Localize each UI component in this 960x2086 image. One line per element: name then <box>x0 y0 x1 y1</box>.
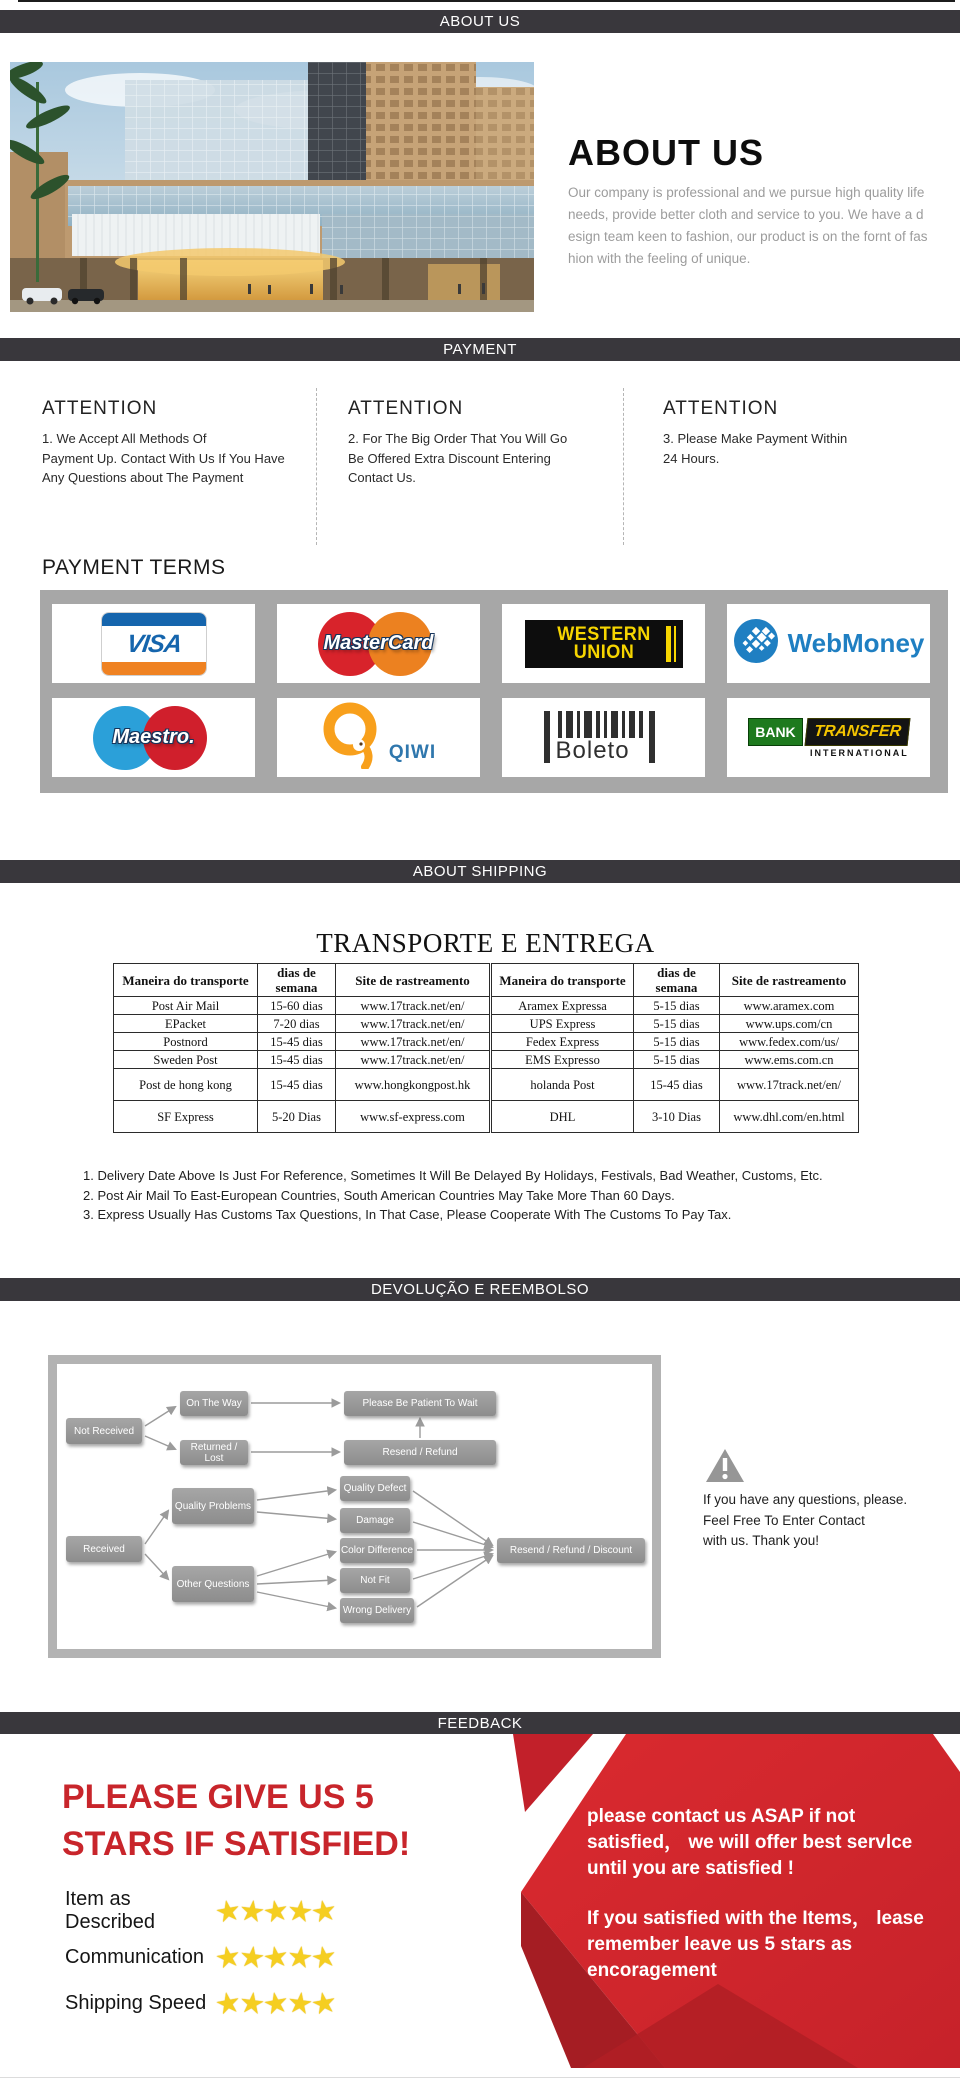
column-header: Site de rastreamento <box>720 964 859 997</box>
attention-heading: ATTENTION <box>42 398 158 419</box>
western-union-logo <box>525 620 683 668</box>
visa-wordmark: VISA <box>124 629 183 657</box>
payment-card-qiwi <box>277 698 480 777</box>
section-bar-title: DEVOLUÇÃO E REEMBOLSO <box>370 1281 590 1298</box>
cell: www.fedex.com/us/ <box>720 1033 859 1051</box>
dashed-separator <box>316 388 317 545</box>
flow-node-other-questions: Other Questions <box>172 1566 254 1602</box>
star-icon: ★ <box>237 1940 267 1975</box>
section-bar-about-us <box>0 10 960 33</box>
cell: 15-45 dias <box>258 1051 336 1069</box>
boleto-logo <box>542 709 666 767</box>
top-divider <box>18 0 955 2</box>
shipping-table-title: TRANSPORTE E ENTREGA <box>316 928 655 958</box>
attention-heading: ATTENTION <box>348 398 464 419</box>
cell: Sweden Post <box>114 1051 258 1069</box>
table-header-row <box>114 964 859 997</box>
red-text-line: If you satisfied with the Items， lease <box>587 1908 924 1929</box>
cell: 15-60 dias <box>258 997 336 1015</box>
attention-column-2 <box>348 398 628 488</box>
help-line: with us. Thank you! <box>703 1533 820 1548</box>
attention-line: Be Offered Extra Discount Entering <box>348 450 551 466</box>
cell: www.17track.net/en/ <box>720 1069 859 1101</box>
cell: 5-15 dias <box>634 1051 720 1069</box>
paragraph-line: needs, provide better cloth and service to you. We have a d <box>568 207 924 222</box>
maestro-logo <box>79 705 229 771</box>
visa-logo <box>101 612 207 676</box>
red-text-line: please contact us ASAP if not <box>587 1806 856 1827</box>
flow-node-returned-lost: Returned / Lost <box>180 1440 248 1465</box>
rating-row-item-as-described <box>65 1888 485 1933</box>
cell: www.hongkongpost.hk <box>336 1069 491 1101</box>
cell: www.ems.com.cn <box>720 1051 859 1069</box>
flow-node-wrong-delivery: Wrong Delivery <box>340 1598 414 1623</box>
feedback-headline <box>62 1774 410 1868</box>
headline-line: STARS IF SATISFIED! <box>62 1825 411 1863</box>
payment-card-boleto <box>502 698 705 777</box>
shipping-table <box>113 963 859 1133</box>
western-union-bars <box>666 626 676 662</box>
western-union-line1: WESTERN <box>556 623 651 645</box>
cell: 3-10 Dias <box>634 1101 720 1133</box>
red-text-line: until you are satisfied ! <box>587 1858 794 1879</box>
attention-line: 3. Please Make Payment Within <box>663 431 848 446</box>
payment-card-bank-transfer <box>727 698 930 777</box>
payment-card-visa <box>52 604 255 683</box>
rating-label: Item as Described <box>65 1888 156 1933</box>
five-star-rating <box>212 1893 340 1930</box>
webmoney-wordmark: WebMoney <box>787 628 925 658</box>
qiwi-wordmark: QIWI <box>388 742 437 763</box>
help-line: Feel Free To Enter Contact <box>703 1512 865 1528</box>
attention-line: 2. For The Big Order That You Will Go <box>348 431 568 446</box>
visa-blue-band <box>102 613 206 626</box>
western-union-line2: UNION <box>573 641 634 663</box>
column-header: dias de semana <box>634 964 720 997</box>
paragraph-line: esign team keen to fashion, our product is on the fornt of fas <box>568 229 928 244</box>
payment-card-maestro <box>52 698 255 777</box>
cell: Aramex Expressa <box>491 997 634 1015</box>
about-us-paragraph <box>568 182 960 270</box>
column-header: dias de semana <box>258 964 336 997</box>
section-bar-title: FEEDBACK <box>437 1714 523 1732</box>
feedback-right-text-1 <box>587 1804 912 1882</box>
cell: 5-15 dias <box>634 1033 720 1051</box>
cell: 7-20 dias <box>258 1015 336 1033</box>
five-star-rating <box>212 1939 340 1976</box>
cell: Postnord <box>114 1033 258 1051</box>
shipping-notes <box>83 1166 823 1225</box>
rating-label: Communication <box>65 1945 204 1968</box>
bank-transfer-international: INTERNATIONAL <box>809 747 909 758</box>
visa-orange-band <box>102 662 206 675</box>
cell: 5-15 dias <box>634 997 720 1015</box>
rating-row-communication <box>65 1940 485 1974</box>
paragraph-line: Our company is professional and we pursue high quality life <box>568 185 925 200</box>
bank-transfer-bank: BANK <box>748 718 802 746</box>
cell: UPS Express <box>491 1015 634 1033</box>
webmoney-logo <box>733 618 925 669</box>
cell: 15-45 dias <box>258 1069 336 1101</box>
attention-column-3 <box>663 398 943 468</box>
flow-node-quality-problems: Quality Problems <box>172 1488 254 1524</box>
paragraph-line: hion with the feeling of unique. <box>568 251 751 266</box>
cell: DHL <box>491 1101 634 1133</box>
star-icon: ★ <box>260 1893 292 1930</box>
payment-methods-panel <box>40 590 948 793</box>
flow-node-quality-defect: Quality Defect <box>340 1476 410 1501</box>
cell: www.17track.net/en/ <box>336 1015 491 1033</box>
star-icon: ★ <box>308 1893 340 1930</box>
rating-label: Shipping Speed <box>65 1991 207 2014</box>
section-bar-title: PAYMENT <box>443 341 517 358</box>
star-icon: ★ <box>212 1893 244 1930</box>
attention-line: Contact Us. <box>348 470 416 485</box>
star-icon: ★ <box>237 1894 267 1929</box>
cell: SF Express <box>114 1101 258 1133</box>
flow-node-not-received: Not Received <box>66 1418 142 1444</box>
table-row <box>114 997 859 1015</box>
note-line: 3. Express Usually Has Customs Tax Questions, In That Case, Please Cooperate With The Customs To Pay Tax. <box>83 1207 732 1222</box>
cell: www.aramex.com <box>720 997 859 1015</box>
table-row <box>114 1051 859 1069</box>
star-icon: ★ <box>212 1985 244 2022</box>
mastercard-wordmark: MasterCard <box>323 631 434 654</box>
attention-heading: ATTENTION <box>663 398 779 419</box>
cell: EPacket <box>114 1015 258 1033</box>
flow-node-on-the-way: On The Way <box>180 1391 248 1416</box>
attention-line: 24 Hours. <box>663 450 720 466</box>
star-icon: ★ <box>260 1939 292 1976</box>
cell: 5-15 dias <box>634 1015 720 1033</box>
section-bar-about-shipping <box>0 860 960 883</box>
flow-node-resend-refund: Resend / Refund <box>344 1440 496 1465</box>
returns-flowchart <box>48 1355 661 1658</box>
cell: www.ups.com/cn <box>720 1015 859 1033</box>
note-line: 1. Delivery Date Above Is Just For Reference, Sometimes It Will Be Delayed By Holidays, Festivals, Bad Weather, Customs, Etc. <box>83 1168 823 1183</box>
about-us-heading: ABOUT US <box>568 132 764 173</box>
attention-line: Any Questions about The Payment <box>42 470 244 485</box>
dashed-separator <box>623 388 624 545</box>
star-icon: ★ <box>285 1940 315 1975</box>
company-building-photo <box>10 62 534 312</box>
mastercard-logo <box>304 611 454 677</box>
payment-card-webmoney <box>727 604 930 683</box>
payment-card-western-union <box>502 604 705 683</box>
red-text-line: encoragement <box>587 1960 717 1981</box>
red-text-line: remember leave us 5 stars as <box>587 1934 853 1955</box>
webmoney-globe-icon <box>733 618 779 669</box>
red-text-line: satisfied， we will offer best servlce <box>587 1832 913 1853</box>
section-bar-feedback <box>0 1712 960 1734</box>
star-icon: ★ <box>285 1894 315 1929</box>
attention-column-1 <box>42 398 322 488</box>
qiwi-q-icon <box>321 701 383 774</box>
section-bar-returns <box>0 1278 960 1301</box>
table-row <box>114 1069 859 1101</box>
flow-node-not-fit: Not Fit <box>340 1568 410 1593</box>
column-header: Site de rastreamento <box>336 964 491 997</box>
bank-transfer-transfer: TRANSFER <box>804 718 910 746</box>
bank-transfer-logo <box>748 718 909 758</box>
column-header: Maneira do transporte <box>114 964 258 997</box>
red-gift-box-graphic <box>513 1732 960 2068</box>
note-line: 2. Post Air Mail To East-European Countries, South American Countries May Take More Than 60 Days. <box>83 1187 675 1203</box>
flow-node-damage: Damage <box>340 1508 410 1533</box>
attention-line: 1. We Accept All Methods Of <box>42 431 207 446</box>
cell: Post Air Mail <box>114 997 258 1015</box>
headline-line: PLEASE GIVE US 5 <box>62 1778 374 1816</box>
qiwi-logo <box>321 701 436 774</box>
returns-help-text <box>703 1490 907 1552</box>
cell: www.sf-express.com <box>336 1101 491 1133</box>
cell: Fedex Express <box>491 1033 634 1051</box>
cell: www.17track.net/en/ <box>336 1033 491 1051</box>
feedback-right-text-2 <box>587 1906 924 1984</box>
column-header: Maneira do transporte <box>491 964 634 997</box>
cell: 15-45 dias <box>634 1069 720 1101</box>
flow-node-please-wait: Please Be Patient To Wait <box>344 1391 496 1416</box>
cell: www.dhl.com/en.html <box>720 1101 859 1133</box>
star-icon: ★ <box>285 1986 315 2021</box>
payment-terms-heading: PAYMENT TERMS <box>42 556 226 579</box>
table-row <box>114 1101 859 1133</box>
section-bar-title: ABOUT US <box>439 13 521 30</box>
cell: www.17track.net/en/ <box>336 997 491 1015</box>
rating-row-shipping-speed <box>65 1986 485 2020</box>
maestro-wordmark: Maestro. <box>112 725 195 748</box>
payment-card-mastercard <box>277 604 480 683</box>
section-bar-payment <box>0 338 960 361</box>
warning-icon <box>705 1448 745 1489</box>
boleto-wordmark: Boleto <box>555 736 630 764</box>
flow-node-color-difference: Color Difference <box>340 1538 414 1563</box>
table-row <box>114 1015 859 1033</box>
section-bar-title: ABOUT SHIPPING <box>412 863 548 880</box>
star-icon: ★ <box>260 1985 292 2022</box>
cell: 15-45 dias <box>258 1033 336 1051</box>
table-row <box>114 1033 859 1051</box>
flow-node-resend-refund-discount: Resend / Refund / Discount <box>497 1538 645 1563</box>
star-icon: ★ <box>212 1939 244 1976</box>
star-icon: ★ <box>237 1986 267 2021</box>
bottom-divider <box>0 2077 960 2078</box>
cell: Post de hong kong <box>114 1069 258 1101</box>
cell: 5-20 Dias <box>258 1101 336 1133</box>
cell: holanda Post <box>491 1069 634 1101</box>
five-star-rating <box>212 1985 340 2022</box>
help-line: If you have any questions, please. <box>703 1492 908 1507</box>
star-icon: ★ <box>308 1939 340 1976</box>
cell: EMS Expresso <box>491 1051 634 1069</box>
cell: www.17track.net/en/ <box>336 1051 491 1069</box>
flow-node-received: Received <box>66 1536 142 1562</box>
attention-line: Payment Up. Contact With Us If You Have <box>42 450 285 466</box>
star-icon: ★ <box>308 1985 340 2022</box>
